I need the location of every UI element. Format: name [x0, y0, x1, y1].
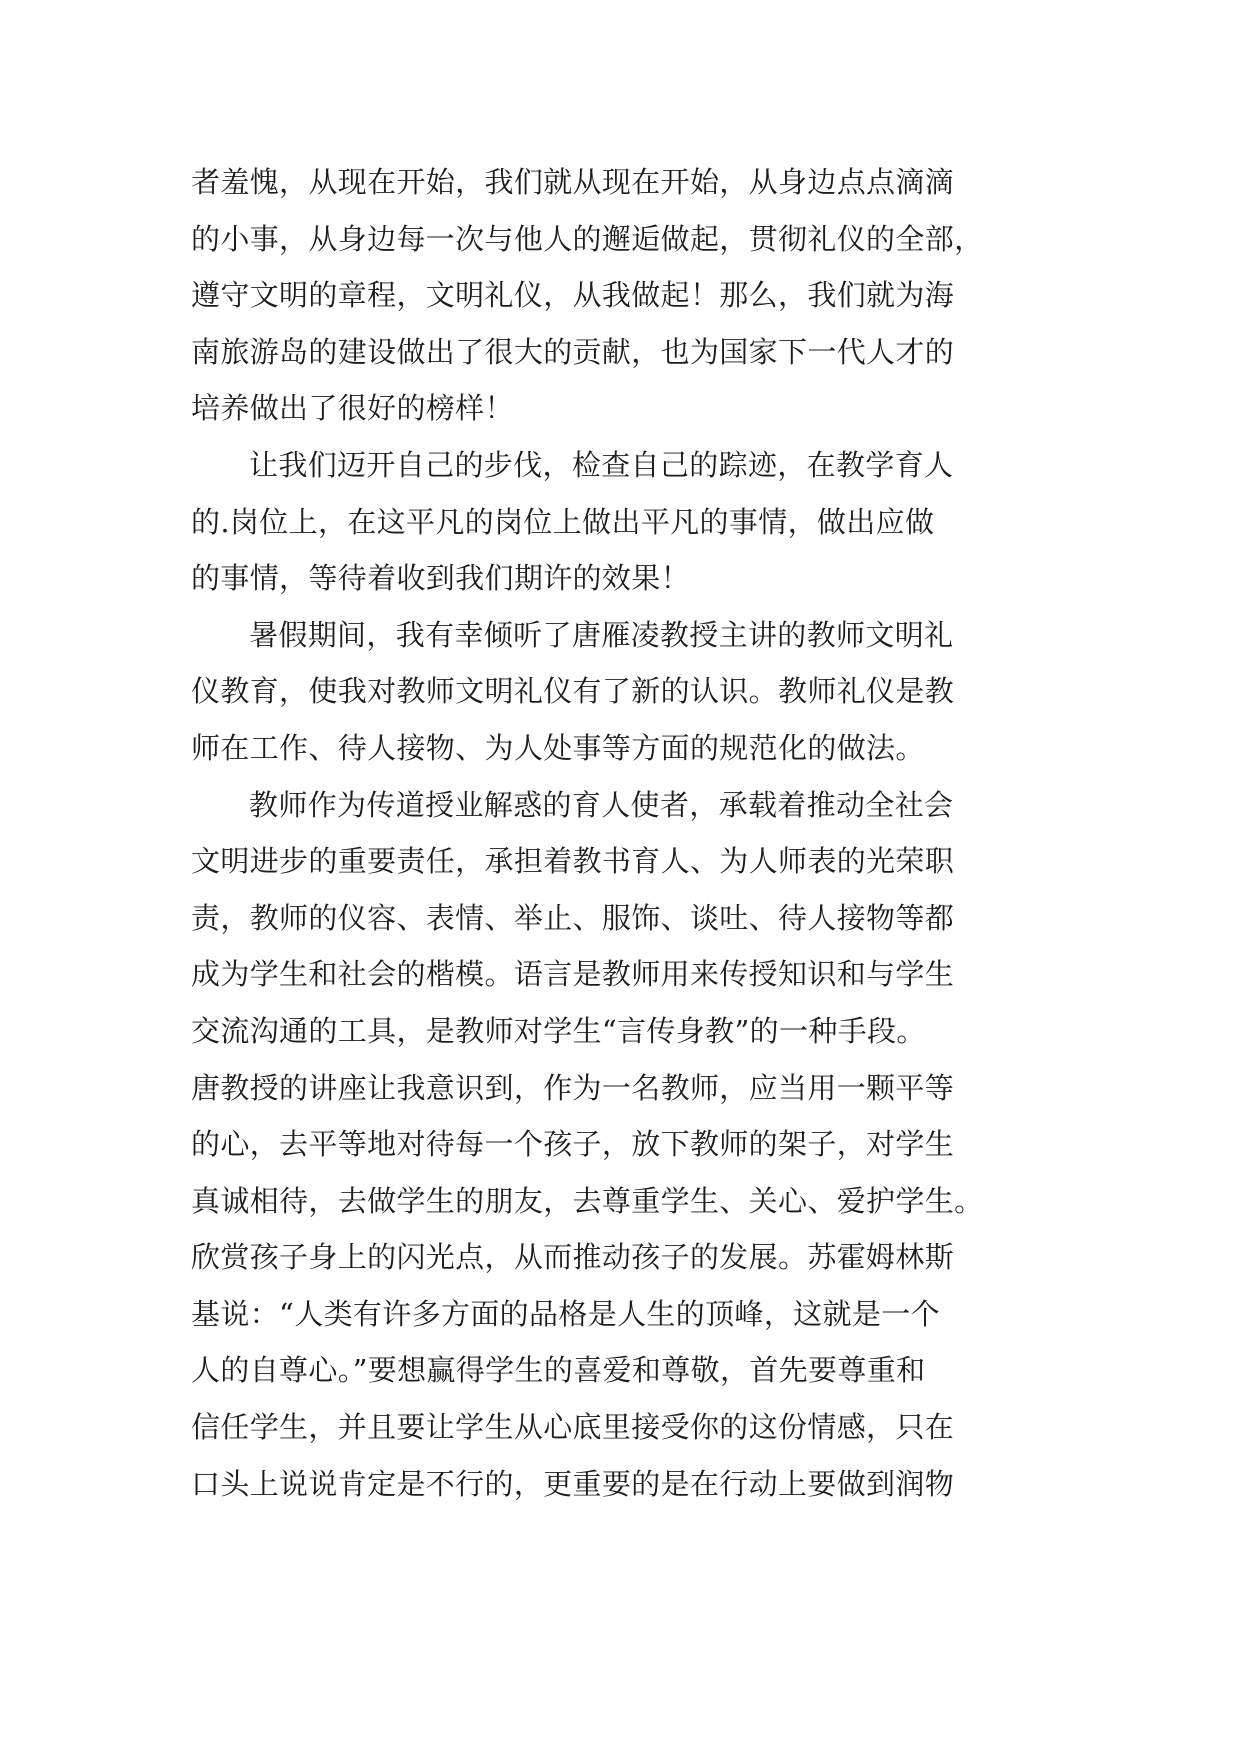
text-line: 的小事，从身边每一次与他人的邂逅做起，贯彻礼仪的全部，: [191, 221, 984, 256]
text-line: 基说：“人类有许多方面的品格是人生的顶峰，这就是一个: [191, 1296, 940, 1331]
body-text: [191, 154, 1071, 1512]
text-line: 口头上说说肯定是不行的，更重要的是在行动上要做到润物: [191, 1466, 955, 1501]
text-line: 遵守文明的章程，文明礼仪，从我做起！那么，我们就为海: [191, 278, 955, 313]
text-line: 南旅游岛的建设做出了很大的贡献，也为国家下一代人才的: [191, 334, 955, 369]
text-line: 唐教授的讲座让我意识到，作为一名教师，应当用一颗平等: [191, 1070, 955, 1105]
text-line: 成为学生和社会的楷模。语言是教师用来传授知识和与学生: [191, 957, 955, 992]
paragraph-first-line: 暑假期间，我有幸倾听了唐雁凌教授主讲的教师文明礼: [249, 617, 954, 652]
text-line: 者羞愧，从现在开始，我们就从现在开始，从身边点点滴滴: [191, 165, 955, 199]
text-line: 信任学生，并且要让学生从心底里接受你的这份情感，只在: [191, 1410, 955, 1445]
paragraph-first-line: 让我们迈开自己的步伐，检查自己的踪迹，在教学育人: [249, 447, 954, 482]
text-line: 文明进步的重要责任，承担着教书育人、为人师表的光荣职: [191, 844, 955, 879]
text-line: 真诚相待，去做学生的朋友，去尊重学生、关心、爱护学生。: [191, 1183, 984, 1218]
paragraph-first-line: 教师作为传道授业解惑的育人使者，承载着推动全社会: [249, 787, 954, 822]
text-line: 的.岗位上，在这平凡的岗位上做出平凡的事情，做出应做: [191, 504, 935, 539]
text-line: 欣赏孩子身上的闪光点，从而推动孩子的发展。苏霍姆林斯: [191, 1240, 955, 1275]
text-line: 交流沟通的工具，是教师对学生“言传身教”的一种手段。: [191, 1013, 926, 1048]
text-line: 培养做出了很好的榜样！: [191, 391, 514, 426]
text-line: 人的自尊心。”要想赢得学生的喜爱和尊敬，首先要尊重和: [191, 1353, 926, 1388]
text-line: 师在工作、待人接物、为人处事等方面的规范化的做法。: [191, 730, 925, 765]
text-line: 的事情，等待着收到我们期许的效果！: [191, 561, 690, 596]
text-line: 的心，去平等地对待每一个孩子，放下教师的架子，对学生: [191, 1127, 955, 1162]
text-line: 责，教师的仪容、表情、举止、服饰、谈吐、待人接物等都: [191, 900, 955, 935]
text-line: 仪教育，使我对教师文明礼仪有了新的认识。教师礼仪是教: [191, 674, 955, 709]
